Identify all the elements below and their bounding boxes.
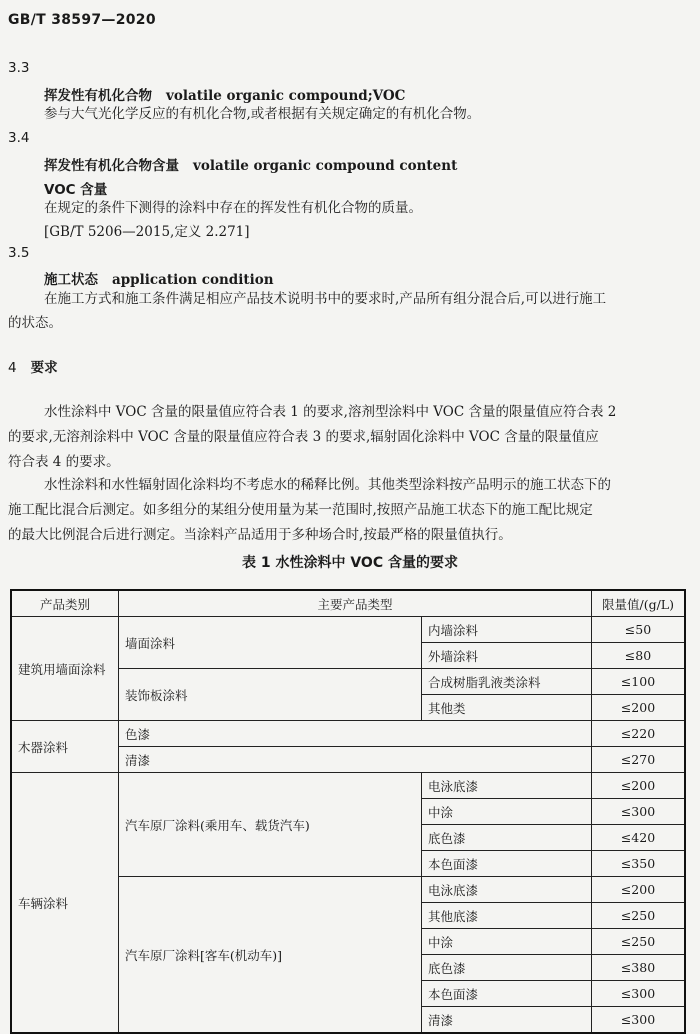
table-header-row (11, 590, 685, 617)
limit-cell: ≤200 (592, 773, 686, 799)
limit-cell: ≤350 (592, 851, 686, 877)
limit-cell: ≤250 (592, 903, 686, 929)
limit-cell: ≤250 (592, 929, 686, 955)
col-header-category: 产品类别 (11, 590, 119, 617)
chapter-heading (8, 356, 58, 376)
source-reference: [GB/T 5206—2015,定义 2.271] (44, 224, 250, 240)
type-cell: 电泳底漆 (422, 877, 592, 903)
type-cell: 中涂 (422, 799, 592, 825)
voc-limits-table (10, 589, 686, 1034)
type-cell: 外墙涂料 (422, 643, 592, 669)
table-row (11, 617, 685, 643)
limit-cell: ≤200 (592, 877, 686, 903)
limit-cell: ≤50 (592, 617, 686, 643)
type-cell: 电泳底漆 (422, 773, 592, 799)
subgroup-cell: 汽车原厂涂料(乘用车、载货汽车) (119, 773, 422, 877)
term-chinese: 挥发性有机化合物含量 (44, 158, 179, 174)
type-cell: 合成树脂乳液类涂料 (422, 669, 592, 695)
category-cell: 建筑用墙面涂料 (11, 617, 119, 721)
term-chinese: 挥发性有机化合物 (44, 88, 152, 104)
definition-text: 在施工方式和施工条件满足相应产品技术说明书中的要求时,产品所有组分混合后,可以进行施工 (44, 291, 607, 307)
term-chinese: 施工状态 (44, 272, 98, 288)
paragraph-line: 施工配比混合后测定。如多组分的某组分使用量为某一范围时,按照产品施工状态下的施工配比规定 (8, 502, 593, 518)
category-cell: 木器涂料 (11, 721, 119, 773)
type-cell: 本色面漆 (422, 851, 592, 877)
term-english: application condition (112, 272, 274, 288)
type-cell: 其他类 (422, 695, 592, 721)
subgroup-cell: 汽车原厂涂料[客车(机动车)] (119, 877, 422, 1034)
term-line (44, 154, 457, 174)
subgroup-cell: 装饰板涂料 (119, 669, 422, 721)
table-row (11, 721, 685, 747)
type-cell: 其他底漆 (422, 903, 592, 929)
type-cell: 清漆 (422, 1007, 592, 1034)
type-cell: 本色面漆 (422, 981, 592, 1007)
definition-text: 在规定的条件下测得的涂料中存在的挥发性有机化合物的质量。 (44, 200, 422, 216)
paragraph (8, 473, 690, 548)
paragraph-line: 的最大比例混合后进行测定。当涂料产品适用于多种场合时,按最严格的限量值执行。 (8, 527, 512, 543)
limit-cell: ≤100 (592, 669, 686, 695)
paragraph-line: 的要求,无溶剂涂料中 VOC 含量的限量值应符合表 3 的要求,辐射固化涂料中 VOC 含量的限量值应 (8, 429, 599, 445)
term-line (44, 268, 274, 288)
section-number: 3.5 (8, 245, 30, 261)
category-cell: 车辆涂料 (11, 773, 119, 1034)
term-line (44, 84, 405, 104)
type-cell: 内墙涂料 (422, 617, 592, 643)
col-header-limit: 限量值/(g/L) (592, 590, 686, 617)
col-header-product-type: 主要产品类型 (119, 590, 592, 617)
chapter-number: 4 (8, 360, 17, 376)
limit-cell: ≤380 (592, 955, 686, 981)
limit-cell: ≤270 (592, 747, 686, 773)
limit-cell: ≤300 (592, 1007, 686, 1034)
term-english: volatile organic compound content (193, 158, 458, 174)
type-cell: 底色漆 (422, 825, 592, 851)
limit-cell: ≤300 (592, 981, 686, 1007)
term-english: volatile organic compound;VOC (166, 88, 406, 104)
table-row (11, 773, 685, 799)
type-cell: 色漆 (119, 721, 592, 747)
type-cell: 清漆 (119, 747, 592, 773)
paragraph (8, 400, 690, 475)
type-cell: 底色漆 (422, 955, 592, 981)
chapter-title: 要求 (30, 360, 58, 376)
limit-cell: ≤300 (592, 799, 686, 825)
standard-code: GB/T 38597—2020 (8, 12, 156, 28)
paragraph-line: 符合表 4 的要求。 (8, 454, 120, 470)
definition-text: 参与大气光化学反应的有机化合物,或者根据有关规定确定的有机化合物。 (44, 106, 481, 122)
limit-cell: ≤420 (592, 825, 686, 851)
alt-term: VOC 含量 (44, 182, 108, 198)
section-number: 3.4 (8, 130, 30, 146)
limit-cell: ≤200 (592, 695, 686, 721)
definition-text-cont: 的状态。 (8, 315, 62, 331)
table-title: 表 1 水性涂料中 VOC 含量的要求 (241, 555, 458, 571)
subgroup-cell: 墙面涂料 (119, 617, 422, 669)
limit-cell: ≤220 (592, 721, 686, 747)
paragraph-line: 水性涂料中 VOC 含量的限量值应符合表 1 的要求,溶剂型涂料中 VOC 含量的限量值应符合表 2 (44, 404, 617, 420)
type-cell: 中涂 (422, 929, 592, 955)
limit-cell: ≤80 (592, 643, 686, 669)
paragraph-line: 水性涂料和水性辐射固化涂料均不考虑水的稀释比例。其他类型涂料按产品明示的施工状态下的 (44, 477, 611, 493)
section-number: 3.3 (8, 60, 30, 76)
